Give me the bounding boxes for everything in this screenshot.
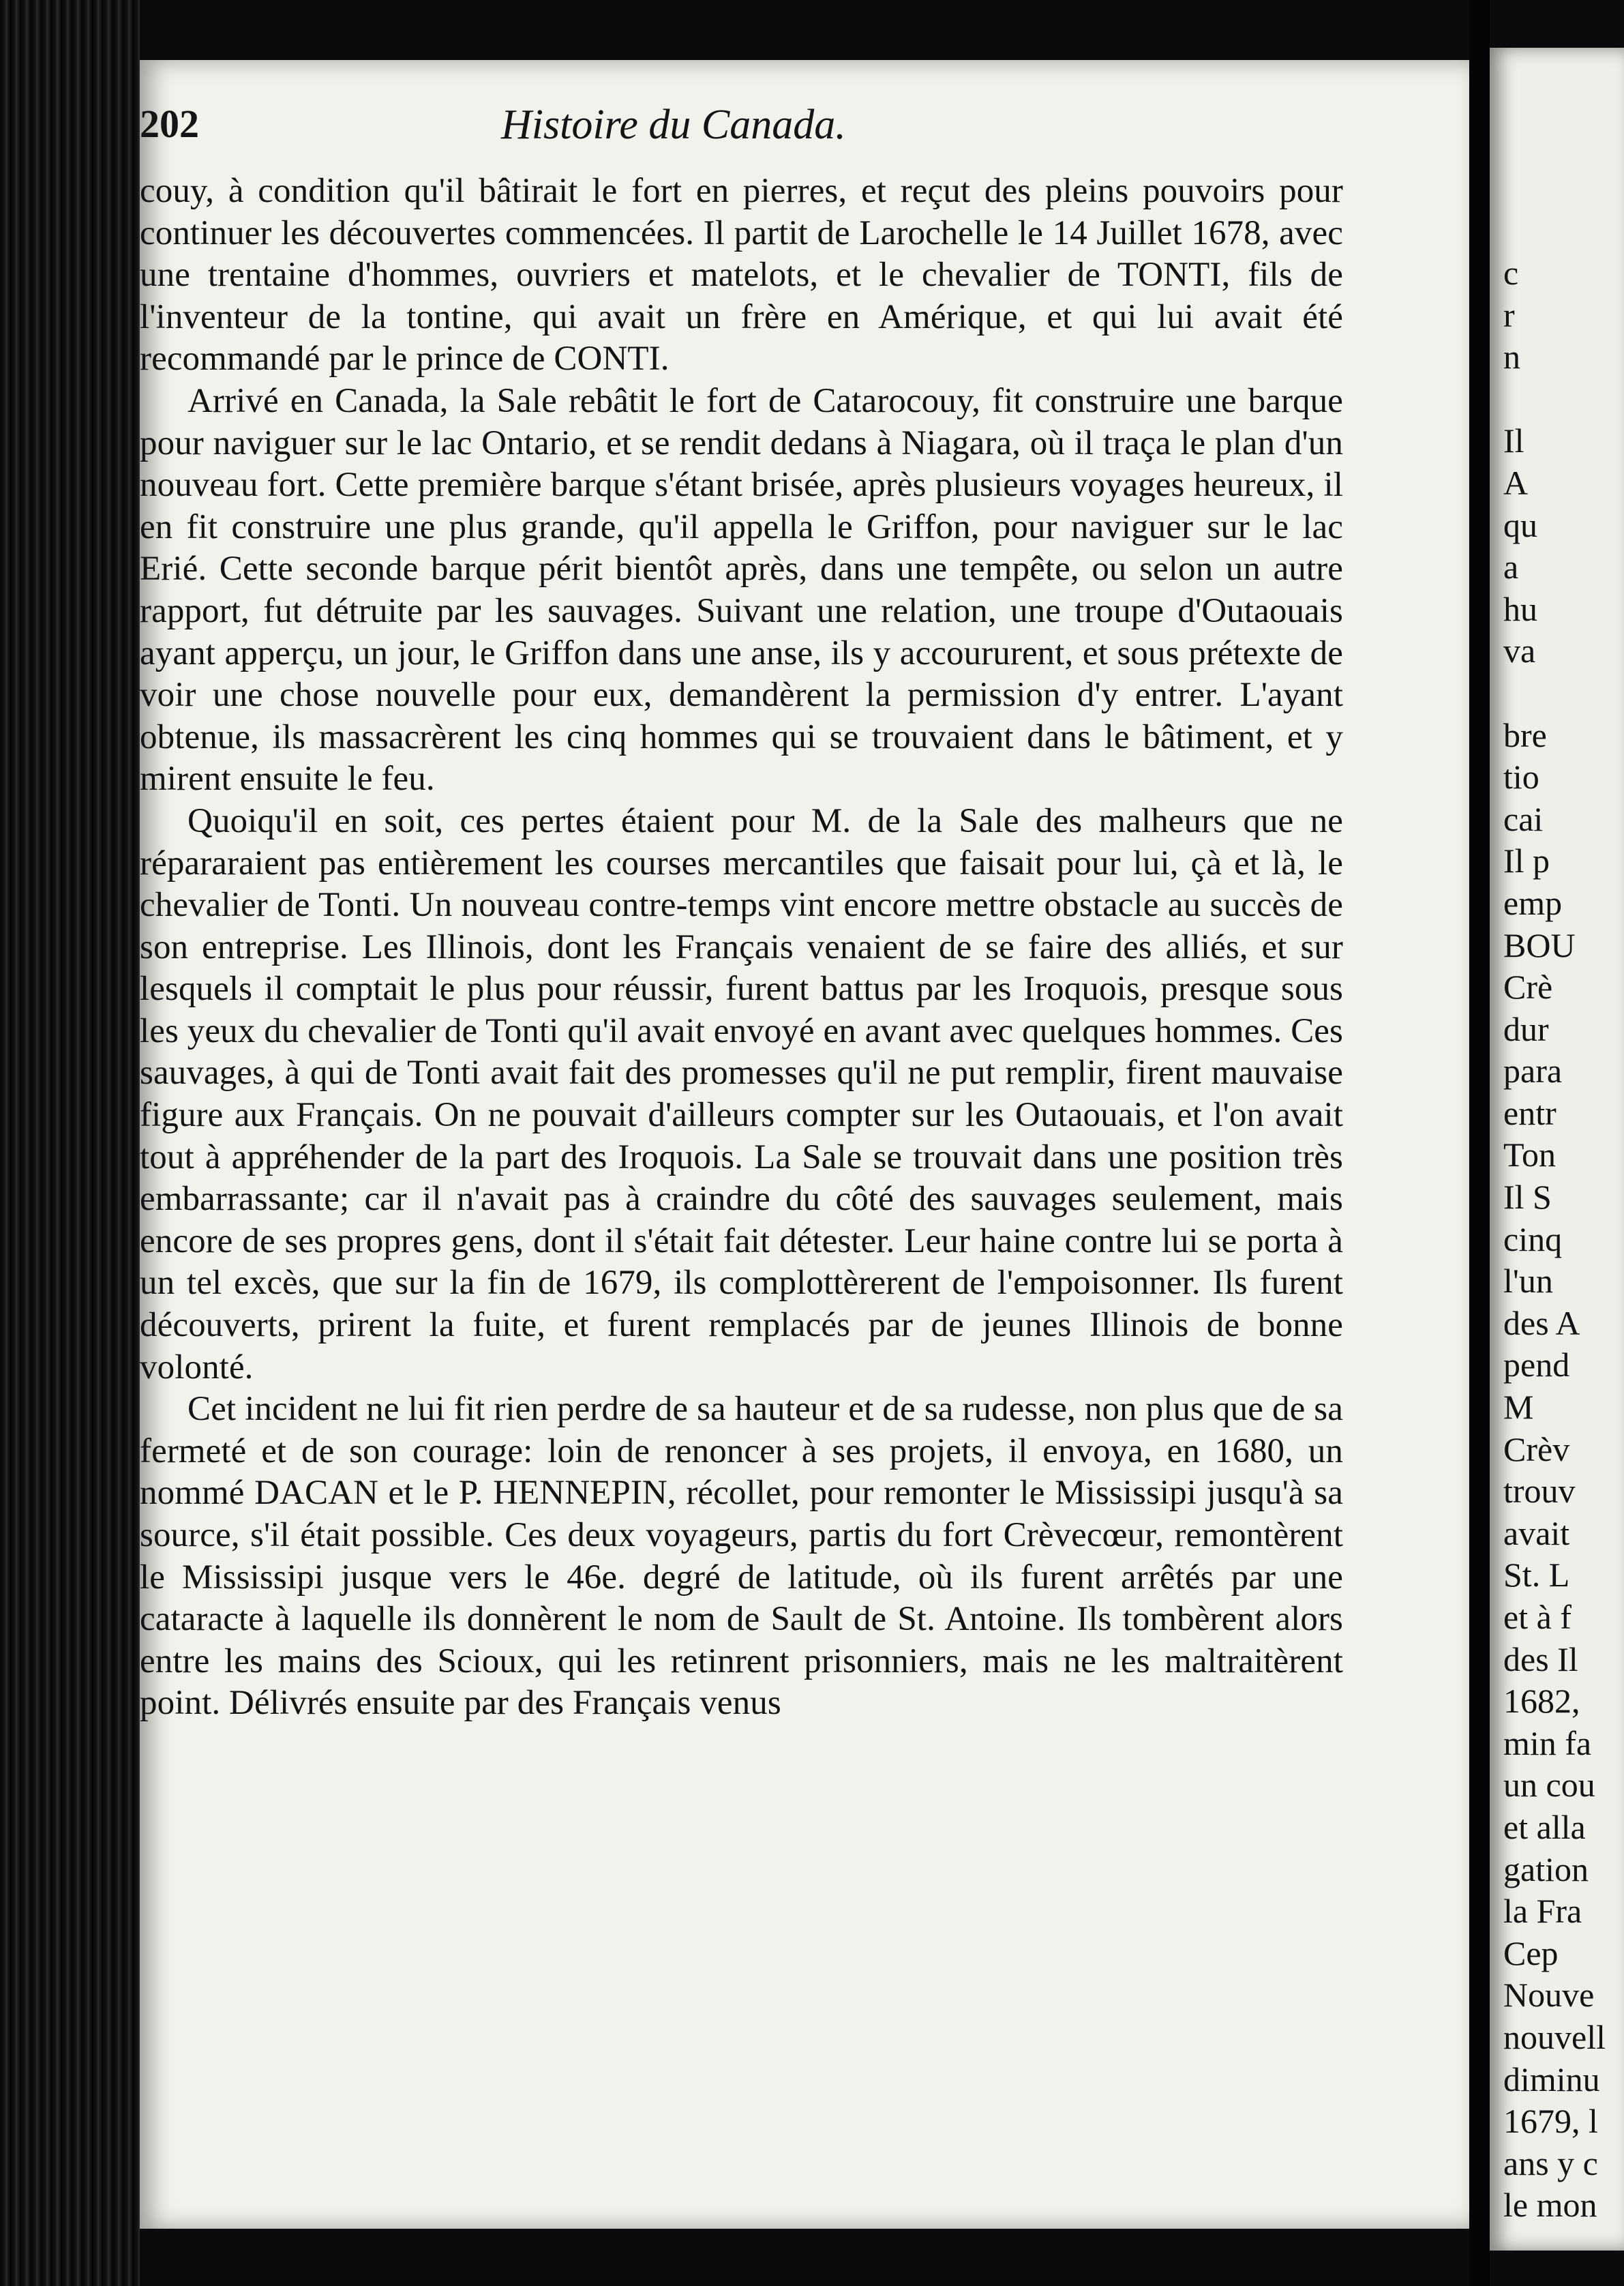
next-page-edge bbox=[1490, 48, 1624, 2251]
book-spine bbox=[0, 0, 140, 2286]
running-title: Histoire du Canada. bbox=[501, 102, 846, 148]
page-number: 202 bbox=[140, 102, 199, 146]
running-head bbox=[140, 101, 1340, 162]
paragraph-1: couy, à condition qu'il bâtirait le fort en pierres, et reçut des pleins pouvoirs pour continuer les découvertes commencées. Il partit de Larochelle le 14 Juillet 1678, avec une trentaine d'hommes, ouvriers et matelots, et le chevalier de TONTI, fils de l'inventeur de la tontine, qui avait un frère en Amérique, et qui lui avait été recommandé par le prince de CONTI. bbox=[140, 172, 1343, 378]
next-page-text: c r n Il A qu a hu va bre tio cai Il p emp BOU Crè dur para entr Ton Il S cinq l'un des A pend M Crèv trouv avait St. L et à f des Il 1682, min fa un cou et alla gation la Fra Cep Nouve nouvell diminu 1679, l ans y c le mon bbox=[1503, 254, 1606, 2225]
paragraph-3: Quoiqu'il en soit, ces pertes étaient pour M. de la Sale des malheurs que ne répararaient pas entièrement les courses mercantiles que faisait pour lui, çà et là, le chevalier de Tonti. Un nouveau contre-temps vint encore mettre obstacle au succès de son entreprise. Les Illinois, dont les Français venaient de se faire des alliés, et sur lesquels il comptait le plus pour réussir, furent battus par les Iroquois, presque sous les yeux du chevalier de Tonti qu'il avait envoyé en avant avec quelques hommes. Ces sauvages, à qui de Tonti avait fait des promesses qu'il ne put remplir, firent mauvaise figure aux Français. On ne pouvait d'ailleurs compter sur les Outaouais, et l'on avait tout à appréhender de la part des Iroquois. La Sale se trouvait dans une position très embarrassante; car il n'avait pas à craindre du côté des sauvages seulement, mais encore de ses propres gens, dont il s'était fait détester. Leur haine contre lui se porta à un tel excès, que sur la fin de 1679, ils complottèrerent de l'empoisonner. Ils furent découverts, prirent la fuite, et furent remplacés par de jeunes Illinois de bonne volonté. bbox=[140, 801, 1343, 1386]
page-gutter bbox=[1469, 0, 1490, 2286]
paragraph-4: Cet incident ne lui fit rien perdre de sa hauteur et de sa rudesse, non plus que de sa fermeté et de son courage: loin de renoncer à ses projets, il envoya, en 1680, un nommé DACAN et le P. HENNEPIN, récollet, pour remonter le Mississipi jusqu'à sa source, s'il était possible. Ces deux voyageurs, partis du fort Crèvecœur, remontèrent le Mississipi jusque vers le 46e. degré de latitude, où ils furent arrêtés par une cataracte à laquelle ils donnèrent le nom de Sault de St. Antoine. Ils tombèrent alors entre les mains des Scioux, qui les retinrent prisonniers, mais ne les maltraitèrent point. Délivrés ensuite par des Français venus bbox=[140, 1390, 1343, 1723]
paragraph-2: Arrivé en Canada, la Sale rebâtit le fort de Catarocouy, fit construire une barque pour naviguer sur le lac Ontario, et se rendit dedans à Niagara, où il traça le plan d'un nouveau fort. Cette première barque s'étant brisée, après plusieurs voyages heureux, il en fit construire une plus grande, qu'il appella le Griffon, pour naviguer sur le lac Erié. Cette seconde barque périt bientôt après, dans une tempête, ou selon un autre rapport, fut détruite par les sauvages. Suivant une relation, une troupe d'Outaouais ayant apperçu, un jour, le Griffon dans une anse, ils y accoururent, et sous prétexte de voir une chose nouvelle pour eux, demandèrent la permission d'y entrer. L'ayant obtenue, ils massacrèrent les cinq hommes qui se trouvaient dans le bâtiment, et y mirent ensuite le feu. bbox=[140, 381, 1343, 799]
body-text bbox=[140, 170, 1343, 1725]
